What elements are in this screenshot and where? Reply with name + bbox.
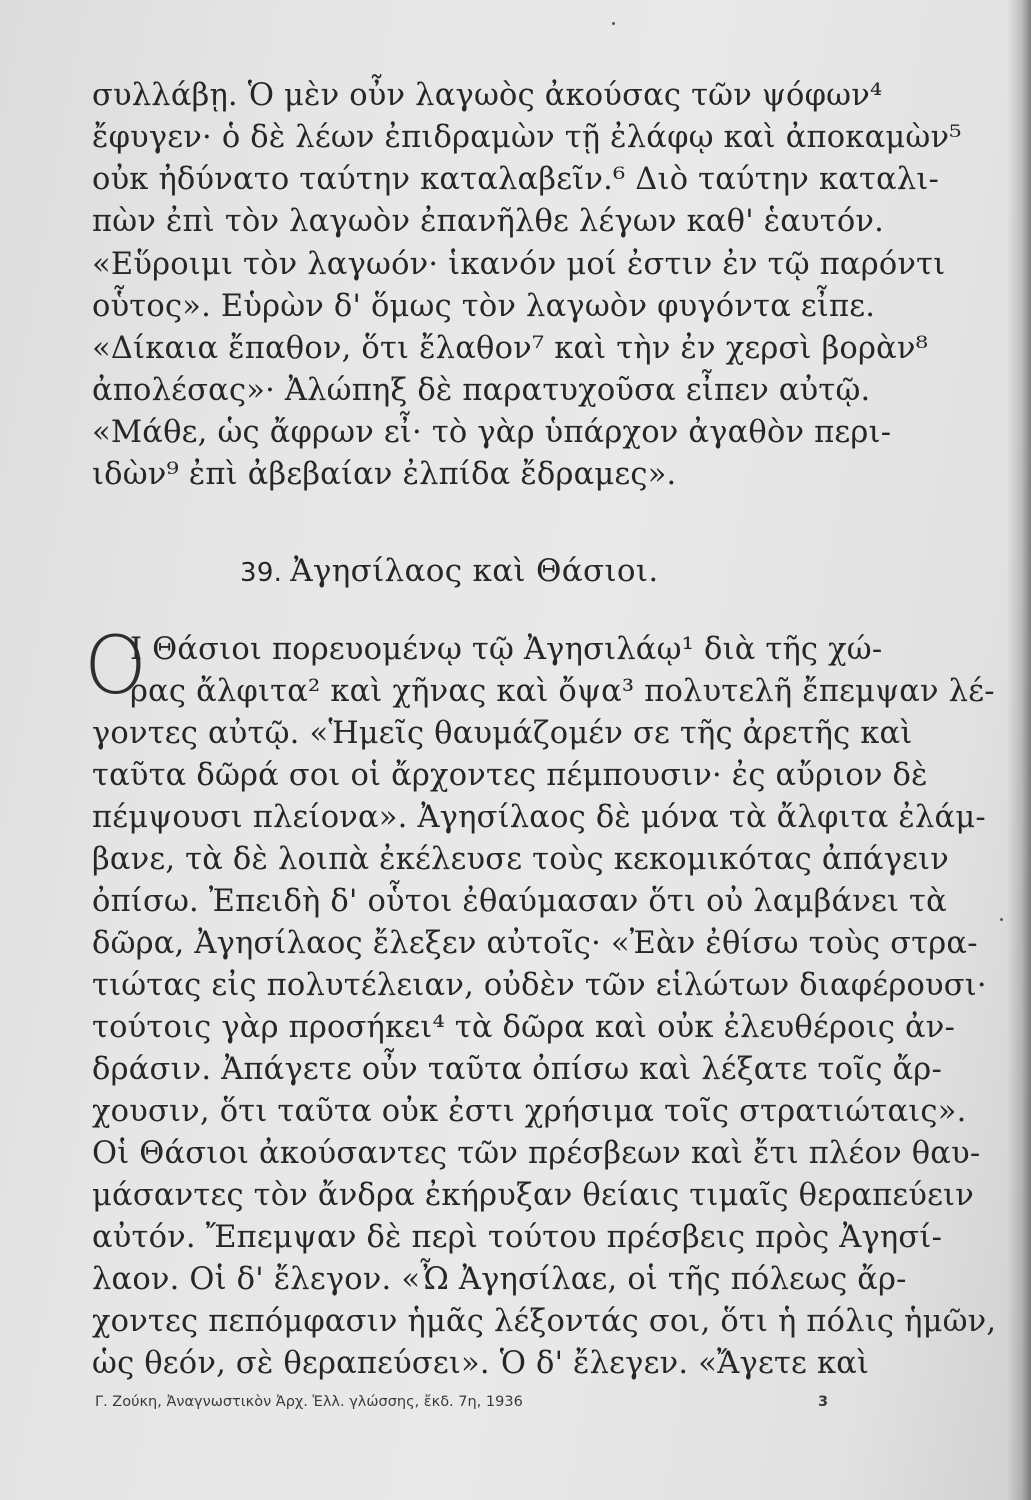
- drop-cap: Ο: [84, 619, 147, 712]
- text-line: λαον. Οἱ δ' ἔλεγον. «Ὦ Ἀγησίλαε, οἱ τῆς πόλεως ἄρ-: [92, 1262, 907, 1297]
- text-line: βανε, τὰ δὲ λοιπὰ ἐκέλευσε τοὺς κεκομικότας ἀπάγειν: [92, 842, 950, 877]
- text-line: αὐτόν. Ἔπεμψαν δὲ περὶ τούτου πρέσβεις πρὸς Ἀγησί-: [92, 1220, 943, 1255]
- text-line: χοντες πεπόμφασιν ἡμᾶς λέξοντάς σοι, ὅτι ἡ πόλις ἡμῶν,: [92, 1304, 997, 1339]
- text-line: ιδὼν⁹ ἐπὶ ἀβεβαίαν ἐλπίδα ἔδραμες».: [92, 457, 677, 492]
- text-line: ρας ἄλφιτα² καὶ χῆνας καὶ ὄψα³ πολυτελῆ ἔπεμψαν λέ-: [130, 674, 995, 709]
- text-line: μάσαντες τὸν ἄνδρα ἐκήρυξαν θείαις τιμαῖς θεραπεύειν: [92, 1178, 975, 1213]
- section-title: Ἀγησίλαος καὶ Θάσιοι.: [290, 553, 659, 589]
- text-line: Ι Θάσιοι πορευομένῳ τῷ Ἀγησιλάῳ¹ διὰ τῆς χώ-: [130, 632, 883, 667]
- text-line: χουσιν, ὅτι ταῦτα οὐκ ἐστι χρήσιμα τοῖς στρατιώταις».: [92, 1094, 967, 1129]
- section-number: 39.: [240, 558, 283, 588]
- text-line: οὗτος». Εὑρὼν δ' ὅμως τὸν λαγωὸν φυγόντα εἶπε.: [92, 289, 876, 324]
- text-line: ἔφυγεν· ὁ δὲ λέων ἐπιδραμὼν τῇ ἐλάφῳ καὶ ἀποκαμὼν⁵: [92, 120, 962, 155]
- text-line: τιώτας εἰς πολυτέλειαν, οὐδὲν τῶν εἱλώτων διαφέρουσι·: [92, 968, 987, 1003]
- text-line: δράσιν. Ἀπάγετε οὖν ταῦτα ὀπίσω καὶ λέξατε τοῖς ἄρ-: [92, 1052, 942, 1087]
- footer-citation: Γ. Ζούκη, Ἀναγνωστικὸν Ἀρχ. Ἑλλ. γλώσσης, ἔκδ. 7η, 1936: [95, 1394, 523, 1410]
- signature-mark: 3: [818, 1394, 829, 1410]
- text-line: οὐκ ἠδύνατο ταύτην καταλαβεῖν.⁶ Διὸ ταύτην καταλι-: [92, 162, 940, 197]
- text-line: συλλάβῃ. Ὁ μὲν οὖν λαγωὸς ἀκούσας τῶν ψόφων⁴: [92, 78, 883, 113]
- page-edge-shadow: [1007, 0, 1031, 1500]
- text-line: Οἱ Θάσιοι ἀκούσαντες τῶν πρέσβεων καὶ ἔτι πλέον θαυ-: [92, 1136, 981, 1171]
- text-line: ὡς θεόν, σὲ θεραπεύσει». Ὁ δ' ἔλεγεν. «Ἄγετε καὶ: [92, 1346, 870, 1381]
- paper-speck: [612, 22, 615, 25]
- text-line: δῶρα, Ἀγησίλαος ἔλεξεν αὐτοῖς· «Ἐὰν ἐθίσω τοὺς στρα-: [92, 926, 978, 961]
- text-line: γοντες αὐτῷ. «Ἡμεῖς θαυμάζομέν σε τῆς ἀρετῆς καὶ: [92, 716, 913, 751]
- text-line: «Δίκαια ἔπαθον, ὅτι ἔλαθον⁷ καὶ τὴν ἐν χερσὶ βορὰν⁸: [92, 331, 929, 366]
- text-line: ἀπολέσας»· Ἀλώπηξ δὲ παρατυχοῦσα εἶπεν αὐτῷ.: [92, 373, 871, 408]
- section-heading: [240, 549, 658, 593]
- text-line: ὀπίσω. Ἐπειδὴ δ' οὗτοι ἐθαύμασαν ὅτι οὐ λαμβάνει τὰ: [92, 884, 947, 919]
- text-line: «Μάθε, ὡς ἄφρων εἶ· τὸ γὰρ ὑπάρχον ἀγαθὸν περι-: [92, 415, 892, 450]
- text-line: «Εὕροιμι τὸν λαγωόν· ἱκανόν μοί ἐστιν ἐν τῷ παρόντι: [92, 247, 946, 282]
- text-line: τούτοις γὰρ προσήκει⁴ τὰ δῶρα καὶ οὐκ ἐλευθέροις ἀν-: [92, 1010, 956, 1045]
- paper-speck: [1000, 918, 1003, 921]
- text-line: πὼν ἐπὶ τὸν λαγωὸν ἐπανῆλθε λέγων καθ' ἑαυτόν.: [92, 204, 885, 239]
- text-line: ταῦτα δῶρά σοι οἱ ἄρχοντες πέμπουσιν· ἐς αὔριον δὲ: [92, 758, 928, 793]
- text-line: πέμψουσι πλείονα». Ἀγησίλαος δὲ μόνα τὰ ἄλφιτα ἐλάμ-: [92, 800, 986, 835]
